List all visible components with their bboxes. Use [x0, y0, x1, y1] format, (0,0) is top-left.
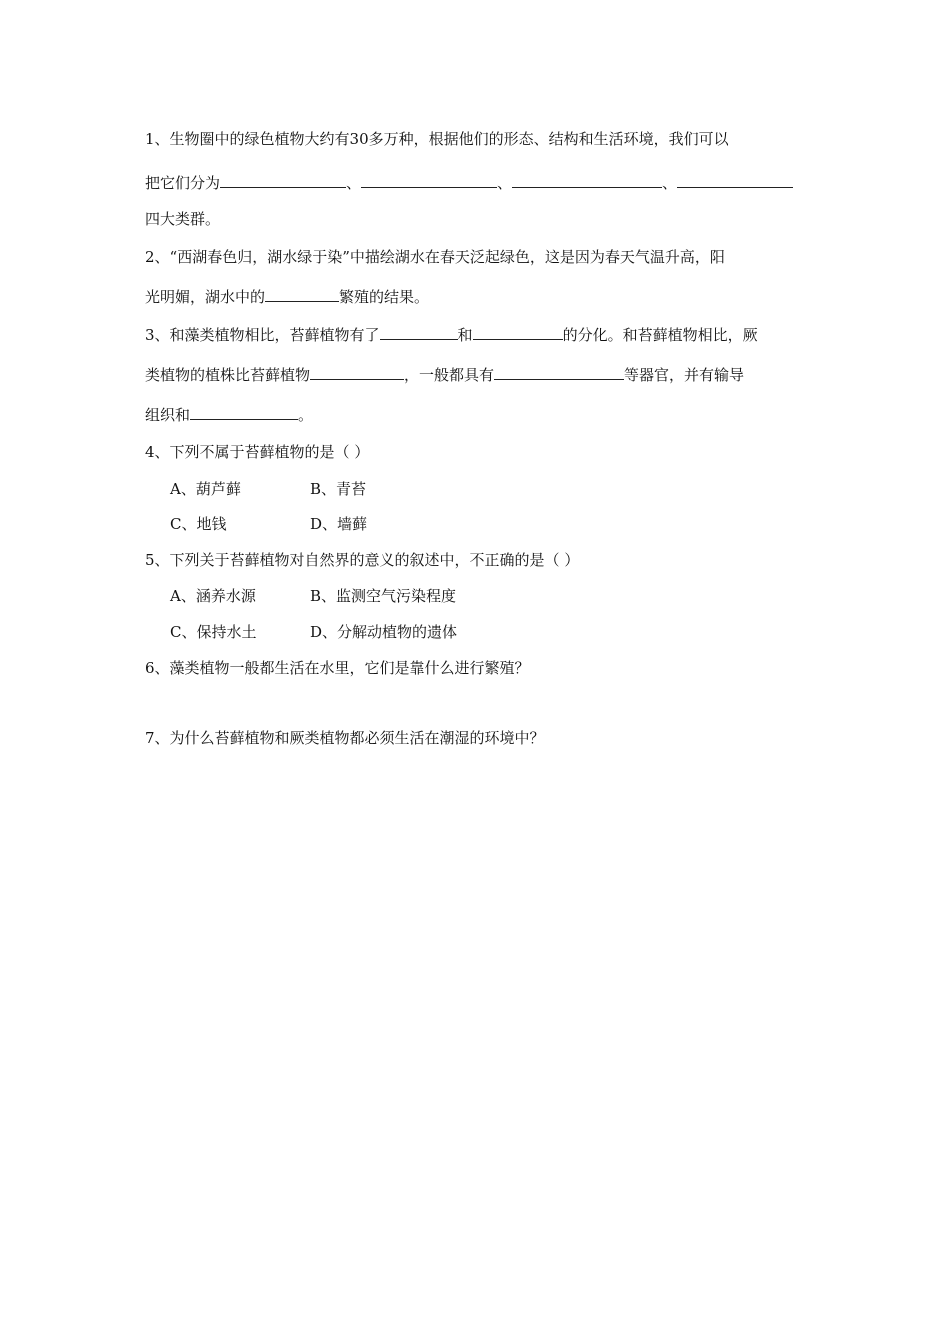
answer-blank-2[interactable] [361, 173, 497, 188]
question-5-option-a[interactable]: A、涵养水源 [170, 587, 256, 605]
question-5-stem: 5、下列关于苔藓植物对自然界的意义的叙述中，不正确的是（ ） [145, 551, 580, 569]
question-7-stem: 7、为什么苔藓植物和厥类植物都必须生活在潮湿的环境中？ [145, 729, 545, 747]
question-2-tail: 繁殖的结果。 [339, 288, 430, 306]
answer-blank-8[interactable] [310, 365, 404, 380]
question-3-tail: 的分化。和苔藓植物相比，厥 [562, 326, 758, 344]
separator: 、 [346, 174, 362, 192]
question-2-line-1: 2、“西湖春色归，湖水绿于染”中描绘湖水在春天泛起绿色，这是因为春天气温升高，阳 [145, 248, 725, 266]
question-3-tail-3: 。 [298, 406, 314, 424]
question-3-lead-3: 组织和 [145, 406, 191, 424]
question-4-option-d[interactable]: D、墙藓 [310, 515, 368, 533]
question-1-line-1: 1、生物圈中的绿色植物大约有30多万种，根据他们的形态、结构和生活环境，我们可以 [145, 130, 729, 148]
question-1-line-3: 四大类群。 [145, 210, 221, 228]
question-1-lead: 把它们分为 [145, 174, 221, 192]
question-4-option-c[interactable]: C、地钱 [170, 515, 227, 533]
question-6-stem: 6、藻类植物一般都生活在水里，它们是靠什么进行繁殖？ [145, 659, 530, 677]
question-3-lead-2: 类植物的植株比苔藓植物 [145, 366, 311, 384]
question-4-option-a[interactable]: A、葫芦藓 [170, 480, 241, 498]
question-2-line-2 [145, 286, 429, 307]
question-3-mid: 和 [457, 326, 473, 344]
answer-blank-1[interactable] [220, 173, 346, 188]
question-3-tail-2: 等器官，并有输导 [624, 366, 745, 384]
separator: 、 [662, 174, 678, 192]
answer-blank-6[interactable] [380, 325, 458, 340]
question-4-stem: 4、下列不属于苔藓植物的是（ ） [145, 443, 370, 461]
question-3-line-1 [145, 324, 758, 345]
answer-blank-3[interactable] [512, 173, 662, 188]
question-5-option-c[interactable]: C、保持水土 [170, 623, 257, 641]
answer-blank-5[interactable] [265, 287, 339, 302]
answer-blank-4[interactable] [677, 173, 793, 188]
question-3-line-3 [145, 404, 313, 425]
question-1-line-2 [145, 172, 793, 193]
answer-blank-9[interactable] [494, 365, 624, 380]
question-5-option-d[interactable]: D、分解动植物的遗体 [310, 623, 458, 641]
answer-blank-7[interactable] [473, 325, 563, 340]
answer-blank-10[interactable] [190, 405, 298, 420]
question-3-lead: 3、和藻类植物相比，苔藓植物有了 [145, 326, 380, 344]
separator: 、 [497, 174, 513, 192]
question-4-option-b[interactable]: B、青苔 [310, 480, 367, 498]
question-2-lead: 光明媚，湖水中的 [145, 288, 266, 306]
question-3-mid-2: ，一般都具有 [404, 366, 495, 384]
question-5-option-b[interactable]: B、监测空气污染程度 [310, 587, 457, 605]
question-3-line-2 [145, 364, 744, 385]
